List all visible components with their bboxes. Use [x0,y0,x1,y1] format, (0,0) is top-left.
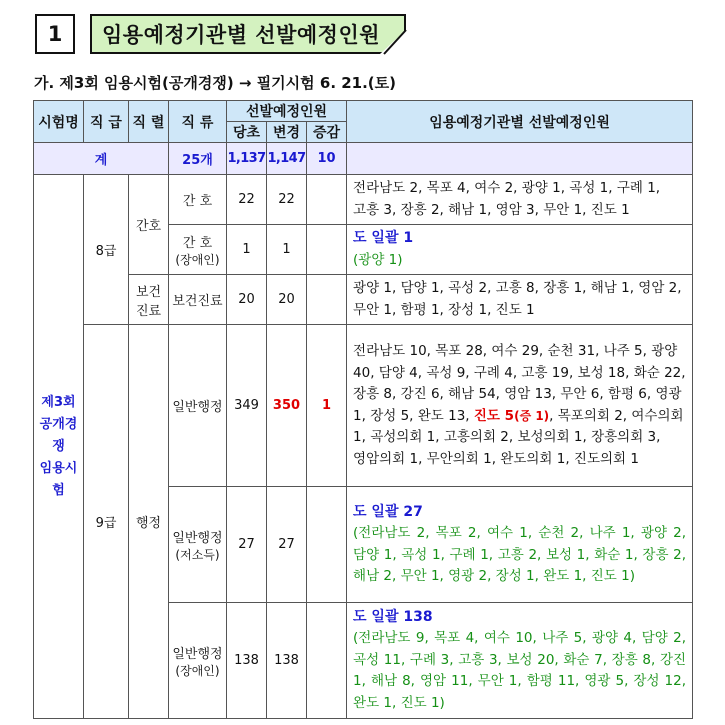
series-admin: 행정 [129,325,169,719]
category-admin-disabled-label: 일반행정 [172,646,223,662]
changed-nursing: 22 [267,175,307,225]
category-low-income-label: 일반행정 [172,530,223,546]
detail-general-admin-a: 전라남도 10, 목포 28, 여수 29, 순천 31, 나주 5, 광양 40, 담양 4, 곡성 9, 구례 4, 고흥 19, 보성 18, 화순 22, 장흥 8, 강진 6, 해남 54, 영암 13, 무안 6, 함평 6, 영광 1, 장성 5, 완도 13, [353,343,686,424]
diff-health [307,275,347,325]
series-health [129,275,169,325]
category-general-admin: 일반행정 [169,325,227,487]
diff-low-income [307,487,347,603]
detail-nursing: 전라남도 2, 목포 4, 여수 2, 광양 1, 곡성 1, 구례 1, 고흥 3, 장흥 2, 해남 1, 영암 3, 무안 1, 진도 1 [347,175,693,225]
series-health-line-2: 진료 [135,303,162,319]
detail-general-admin-red: 진도 5 [473,407,515,424]
diff-admin-disabled [307,603,347,719]
detail-low-income-head: 도 일괄 27 [353,503,423,520]
series-nursing: 간호 [129,175,169,275]
exam-name-cell [34,175,84,719]
sub-heading: 가. 제3회 임용시험(공개경쟁) → 필기시험 6. 21.(토) [34,74,397,92]
detail-nursing-disabled [347,225,693,275]
section-number-box [35,14,75,54]
exam-name-line-1: 제3회 [41,394,76,410]
title-fold-corner [380,26,410,56]
detail-admin-disabled-head: 도 일괄 138 [353,608,433,625]
total-original: 1,137 [227,143,267,175]
detail-low-income [347,487,693,603]
header-diff: 증감 [307,122,347,143]
total-label: 계 [34,143,169,175]
original-health: 20 [227,275,267,325]
grade-8: 8급 [84,175,129,325]
header-planned-group: 선발예정인원 [227,101,347,122]
header-original: 당초 [227,122,267,143]
detail-low-income-body: (전라남도 2, 목포 2, 여수 1, 순천 2, 나주 1, 광양 2, 담양 1, 곡성 1, 구례 1, 고흥 2, 보성 1, 화순 1, 장흥 2, 해남 2, 무안 1, 영광 2, 장성 1, 완도 1, 진도 1) [353,525,687,584]
detail-admin-disabled-body: (전라남도 9, 목포 4, 여수 10, 나주 5, 광양 4, 담양 2, 곡성 11, 구례 3, 고흥 3, 보성 20, 화순 7, 장흥 8, 강진 1, 해남 8, 영암 11, 무안 1, 함평 11, 영광 5, 장성 12, 완도 1, 진도 1) [353,630,687,711]
total-count: 25개 [169,143,227,175]
detail-nursing-disabled-head: 도 일괄 1 [353,230,414,246]
detail-admin-disabled [347,603,693,719]
category-nursing-disabled-label: 간 호 [182,235,213,251]
total-detail-empty [347,143,693,175]
category-low-income-sub: (저소득) [175,547,220,562]
changed-nursing-disabled: 1 [267,225,307,275]
header-changed: 변경 [267,122,307,143]
original-general-admin: 349 [227,325,267,487]
changed-health: 20 [267,275,307,325]
original-nursing-disabled: 1 [227,225,267,275]
original-nursing: 22 [227,175,267,225]
category-nursing: 간 호 [169,175,227,225]
exam-name-line-3: 임용시험 [39,460,78,498]
detail-general-admin [347,325,693,487]
category-health: 보건진료 [169,275,227,325]
header-grade: 직 급 [84,101,129,143]
category-general-admin-disabled [169,603,227,719]
section-title-box [90,14,406,54]
section-title: 임용예정기관별 선발예정인원 [102,23,381,47]
header-by-agency: 임용예정기관별 선발예정인원 [347,101,693,143]
diff-nursing-disabled [307,225,347,275]
changed-admin-disabled: 138 [267,603,307,719]
diff-nursing [307,175,347,225]
exam-name-line-2: 공개경쟁 [39,416,78,454]
changed-general-admin: 350 [267,325,307,487]
series-health-line-1: 보건 [135,284,162,300]
detail-nursing-disabled-body: (광양 1) [353,251,403,268]
header-series: 직 렬 [129,101,169,143]
diff-general-admin: 1 [307,325,347,487]
category-nursing-disabled-sub: (장애인) [175,252,220,267]
detail-general-admin-red-small: (증 1) [514,408,550,423]
total-diff: 10 [307,143,347,175]
grade-9: 9급 [84,325,129,719]
category-nursing-disabled [169,225,227,275]
detail-health: 광양 1, 담양 1, 곡성 2, 고흥 8, 장흥 1, 해남 1, 영암 2, 무안 1, 함평 1, 장성 1, 진도 1 [347,275,693,325]
total-changed: 1,147 [267,143,307,175]
original-admin-disabled: 138 [227,603,267,719]
selection-table [33,100,693,719]
category-general-admin-low-income [169,487,227,603]
original-low-income: 27 [227,487,267,603]
header-exam-name: 시험명 [34,101,84,143]
section-number: 1 [47,22,63,46]
changed-low-income: 27 [267,487,307,603]
detail-general-admin-b: , 목포의회 2, 여수의회 1, 곡성의회 1, 고흥의회 2, 보성의회 1, 장흥의회 3, 영암의회 1, 무안의회 1, 완도의회 1, 진도의회 1 [353,407,684,467]
category-admin-disabled-sub: (장애인) [175,663,220,678]
header-category: 직 류 [169,101,227,143]
